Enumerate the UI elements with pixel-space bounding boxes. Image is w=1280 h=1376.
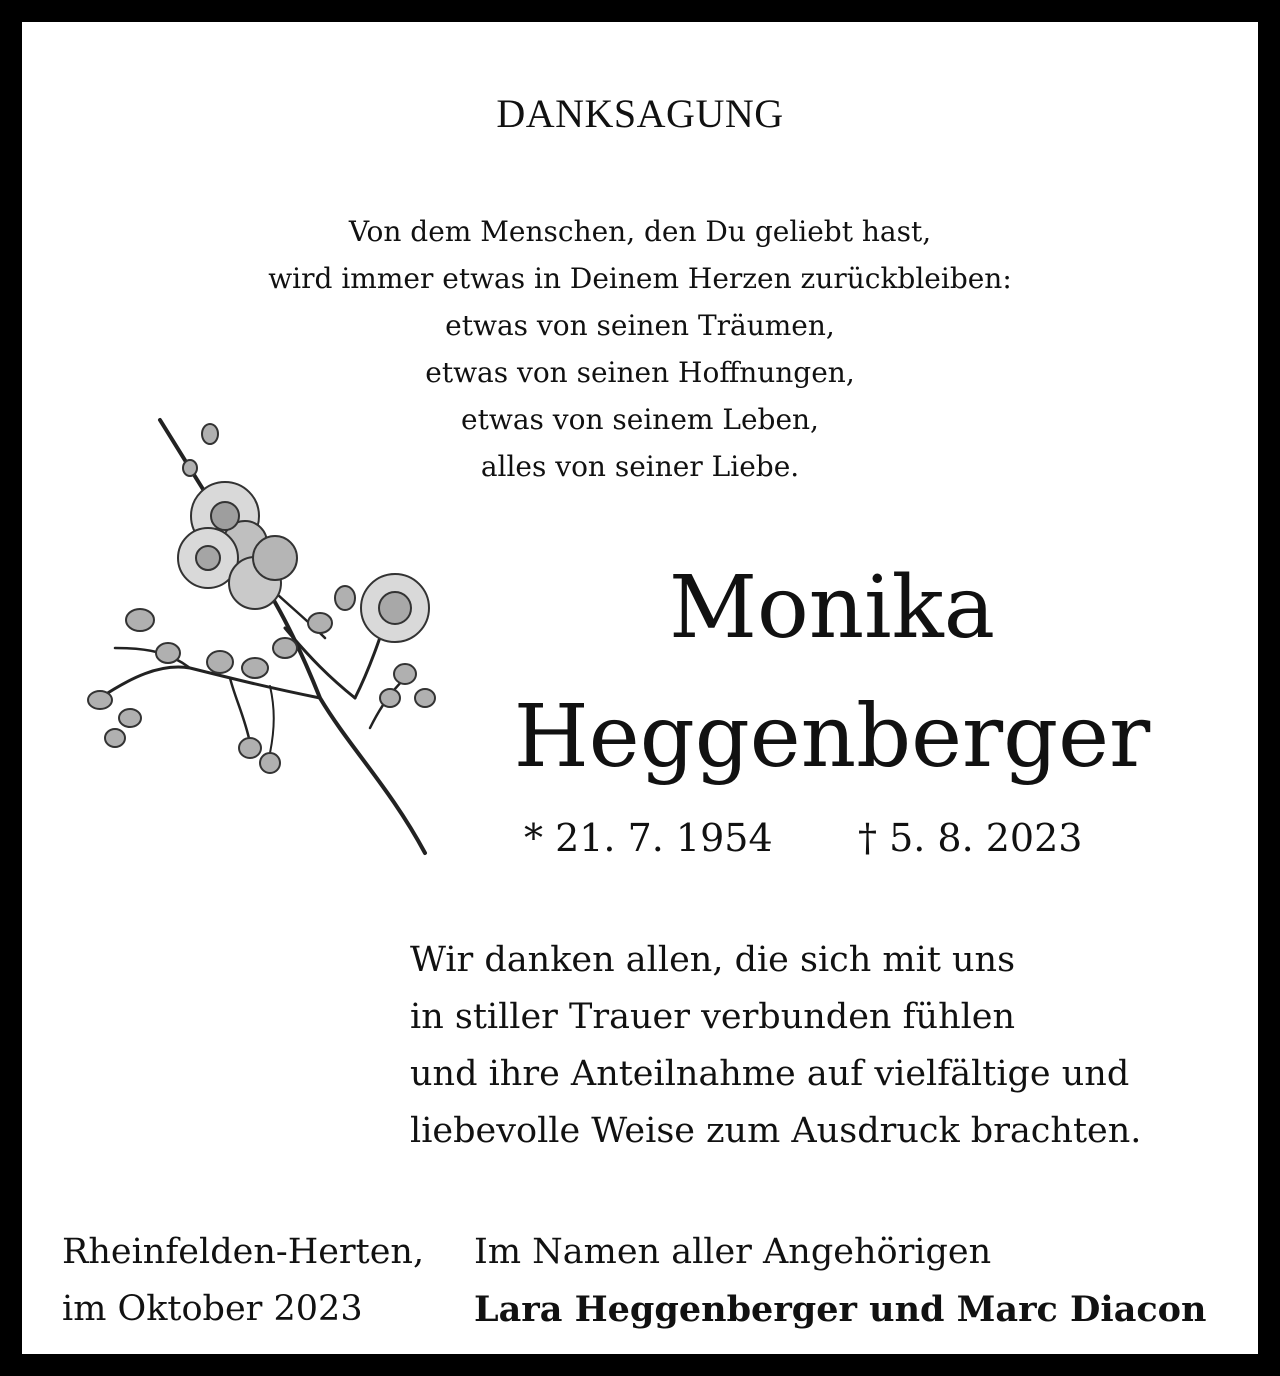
signature-intro: Im Namen aller Angehörigen: [474, 1232, 992, 1272]
date-written: im Oktober 2023: [62, 1289, 363, 1329]
poem-line: Von dem Menschen, den Du geliebt hast,: [348, 215, 932, 248]
death-date: † 5. 8. 2023: [858, 816, 1083, 860]
place: Rheinfelden-Herten,: [62, 1232, 425, 1272]
notice-title: DANKSAGUNG: [496, 91, 784, 136]
signature-block: [474, 1224, 1206, 1338]
deceased-last-name: Heggenberger: [513, 687, 1151, 787]
thanks-line: Wir danken allen, die sich mit uns: [410, 940, 1016, 980]
signature-names: Lara Heggenberger und Marc Diacon: [474, 1289, 1207, 1330]
poem-line: wird immer etwas in Deinem Herzen zurückbleiben:: [268, 262, 1012, 295]
thanks-text: [410, 932, 1141, 1160]
cherry-blossom-branch-icon: [60, 398, 460, 868]
deceased-first-name: Monika: [668, 558, 996, 658]
poem-line: etwas von seinen Hoffnungen,: [425, 356, 855, 389]
poem-line: alles von seiner Liebe.: [480, 450, 800, 483]
thanks-line: und ihre Anteilnahme auf vielfältige und: [410, 1054, 1130, 1094]
poem-line: etwas von seinen Träumen,: [445, 309, 835, 342]
birth-date: * 21. 7. 1954: [524, 816, 773, 860]
thanks-line: liebevolle Weise zum Ausdruck brachten.: [410, 1111, 1142, 1151]
thanks-line: in stiller Trauer verbunden fühlen: [410, 997, 1016, 1037]
poem-line: etwas von seinem Leben,: [461, 403, 819, 436]
place-date-block: [62, 1224, 424, 1338]
